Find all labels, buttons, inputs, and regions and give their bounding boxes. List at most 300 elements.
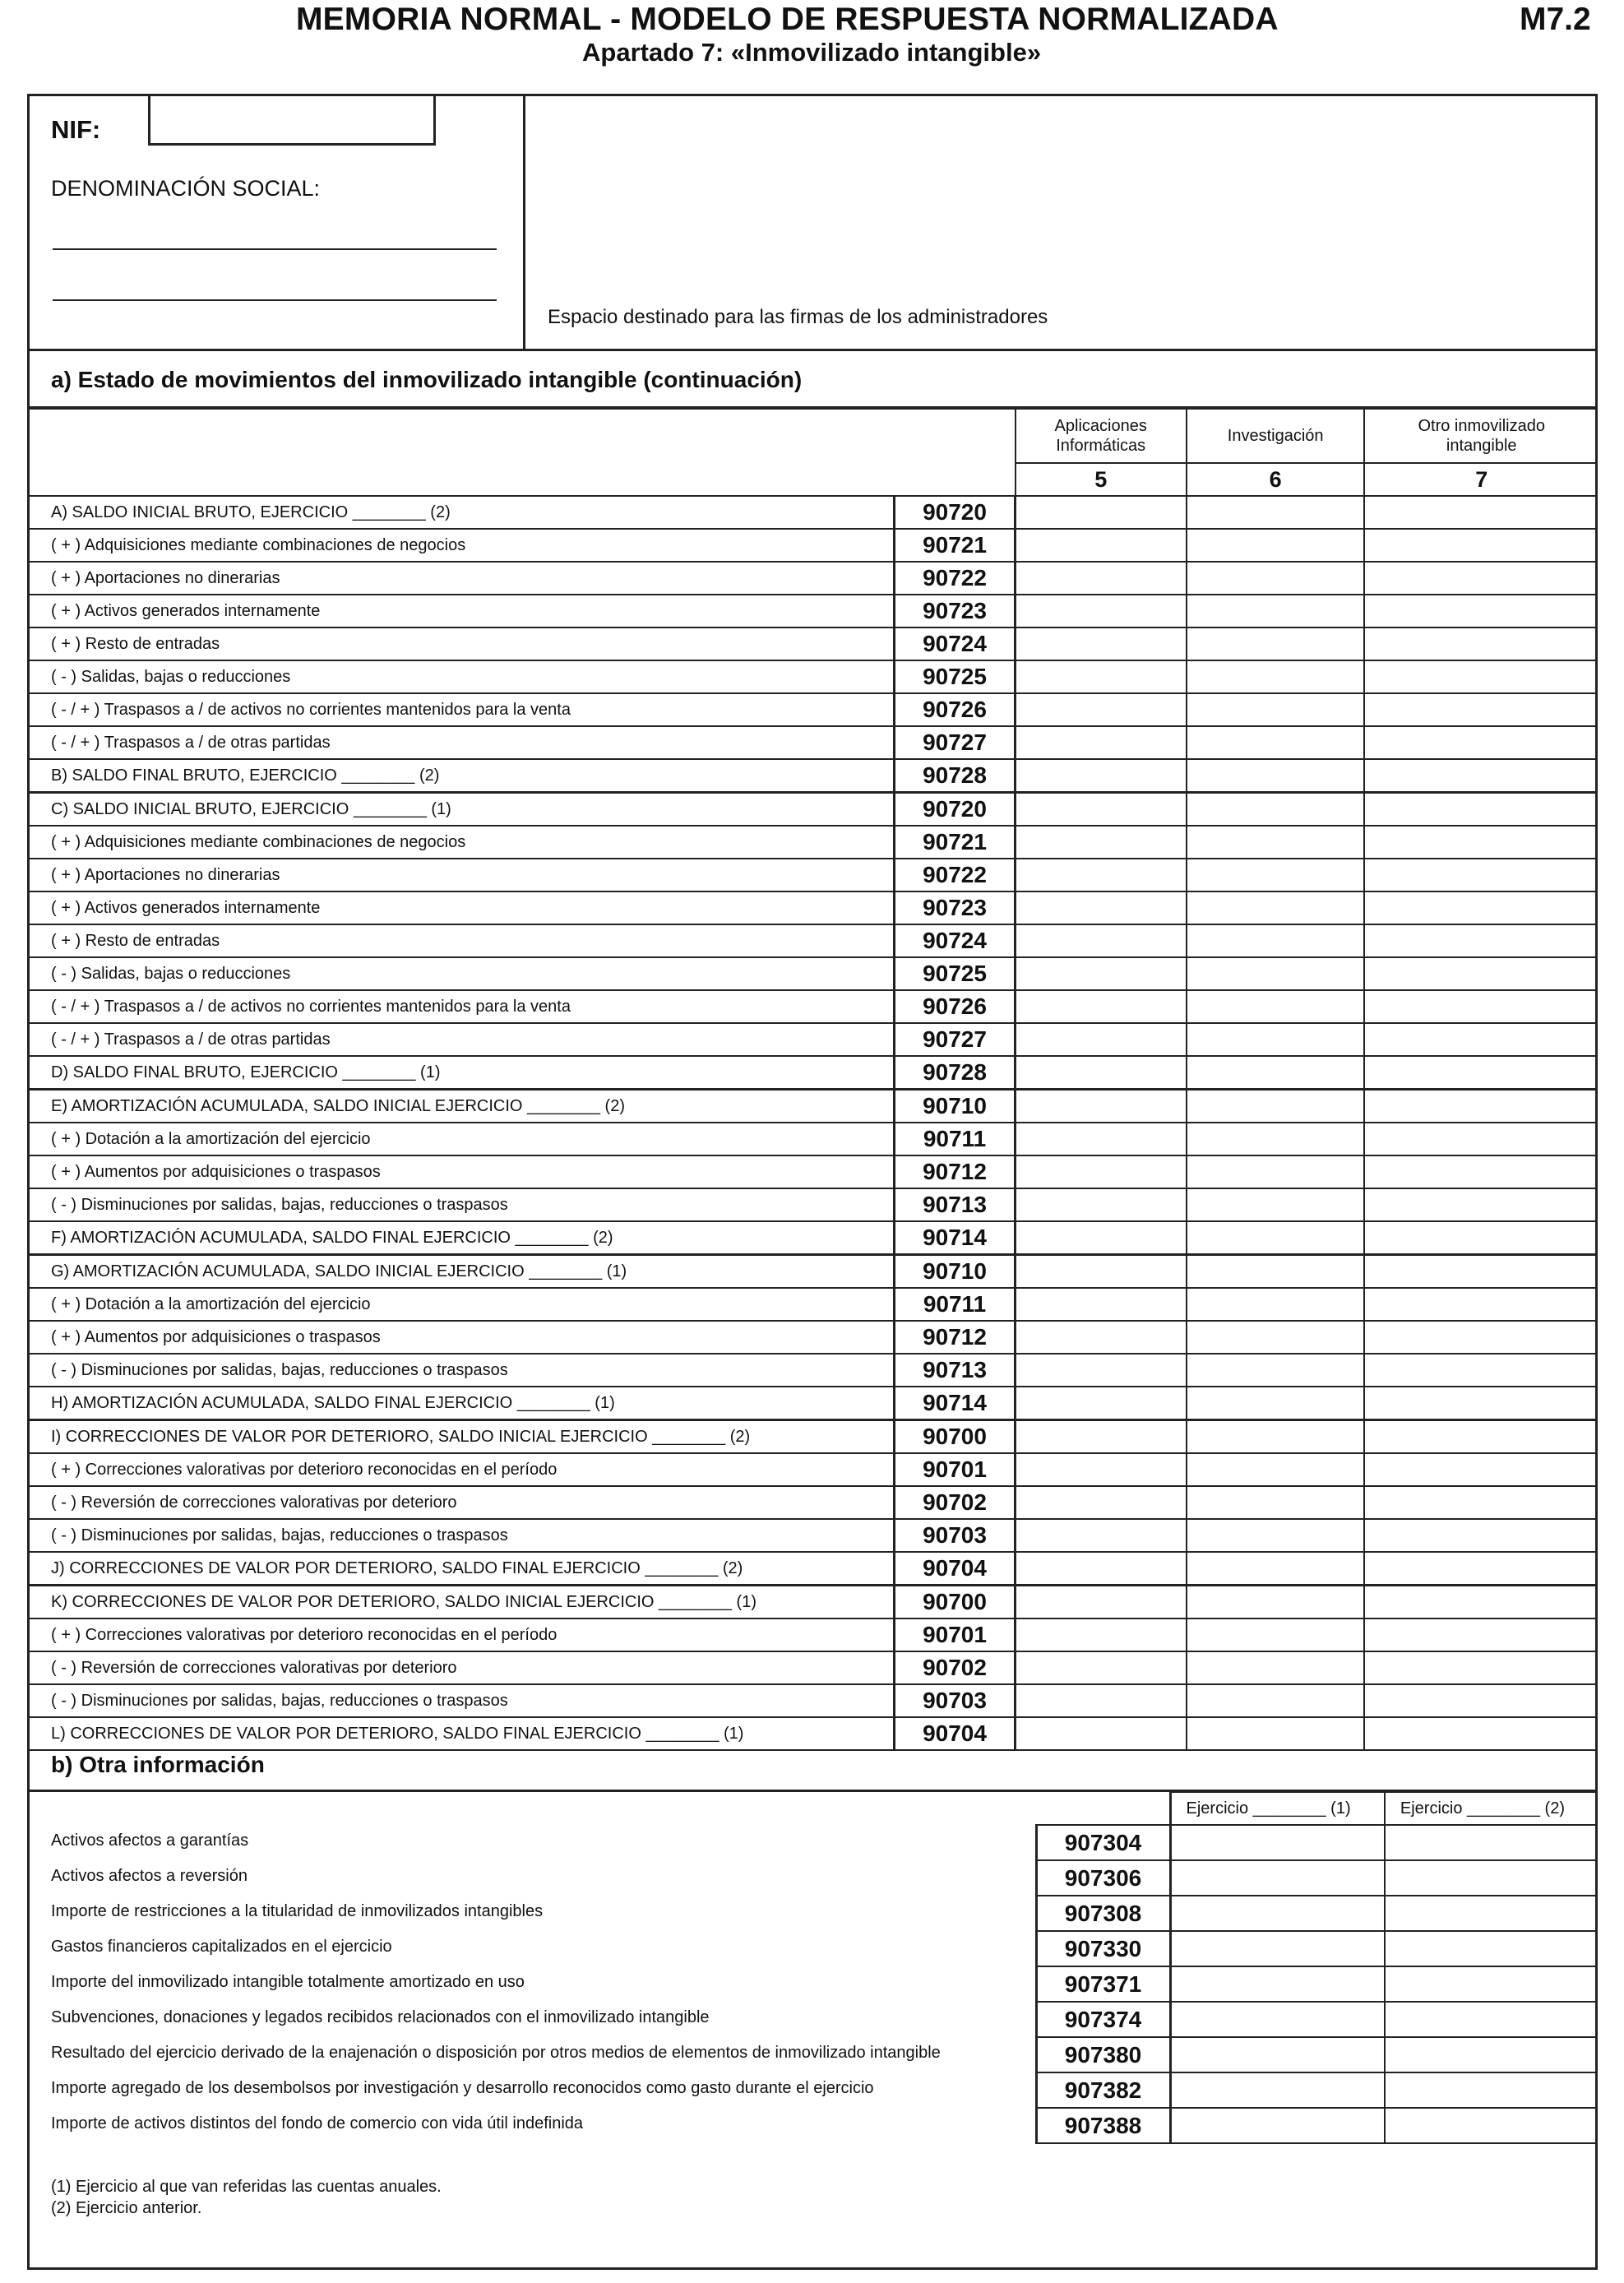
value-cell-col-5[interactable] [1016, 1056, 1187, 1090]
movement-label: ( + ) Correcciones valorativas por deterioro reconocidas en el período [30, 1618, 895, 1651]
movement-label: ( + ) Resto de entradas [30, 627, 895, 660]
value-cell-col-6[interactable] [1187, 1618, 1365, 1651]
exercise-value-cell-1[interactable] [1170, 1896, 1385, 1931]
movement-label: ( - ) Salidas, bajas o reducciones [30, 660, 895, 693]
value-cell-col-5[interactable] [1016, 990, 1187, 1023]
other-info-code: 907382 [1036, 2072, 1170, 2108]
exercise-value-cell-1[interactable] [1170, 1860, 1385, 1896]
movement-code: 90721 [895, 529, 1016, 562]
exercise-value-cell-2[interactable] [1385, 2037, 1598, 2072]
movement-row [30, 595, 1598, 627]
movement-code: 90712 [895, 1155, 1016, 1188]
value-cell-col-6[interactable] [1187, 529, 1365, 562]
movement-code: 90713 [895, 1354, 1016, 1387]
value-cell-col-6[interactable] [1187, 924, 1365, 957]
value-cell-col-6[interactable] [1187, 1486, 1365, 1519]
movement-label: ( + ) Activos generados internamente [30, 595, 895, 627]
value-cell-col-6[interactable] [1187, 759, 1365, 793]
value-cell-col-7[interactable] [1364, 1123, 1598, 1155]
exercise-value-cell-2[interactable] [1385, 1931, 1598, 1966]
movement-code: 90723 [895, 891, 1016, 924]
movement-code: 90728 [895, 1056, 1016, 1090]
value-cell-col-5[interactable] [1016, 859, 1187, 891]
other-header-blank [30, 1792, 1036, 1825]
value-cell-col-5[interactable] [1016, 562, 1187, 595]
movement-row [30, 1453, 1598, 1486]
footnote-1: (1) Ejercicio al que van referidas las cuentas anuales. [51, 2178, 442, 2196]
movement-row [30, 924, 1598, 957]
movement-label: K) CORRECCIONES DE VALOR POR DETERIORO, SALDO INICIAL EJERCICIO ________ (1) [30, 1586, 895, 1619]
movement-row [30, 957, 1598, 990]
value-cell-col-6[interactable] [1187, 1684, 1365, 1717]
value-cell-col-6[interactable] [1187, 496, 1365, 529]
movement-row [30, 1155, 1598, 1188]
movement-label: F) AMORTIZACIÓN ACUMULADA, SALDO FINAL EJERCICIO ________ (2) [30, 1221, 895, 1255]
value-cell-col-5[interactable] [1016, 1023, 1187, 1056]
form-title: MEMORIA NORMAL - MODELO DE RESPUESTA NORMALIZADA [296, 2, 1279, 37]
movement-code: 90703 [895, 1684, 1016, 1717]
movement-label: ( + ) Correcciones valorativas por deterioro reconocidas en el período [30, 1453, 895, 1486]
header-divider [523, 94, 525, 350]
value-cell-col-7[interactable] [1364, 1288, 1598, 1321]
other-info-row [30, 1860, 1598, 1896]
exercise-value-cell-2[interactable] [1385, 2002, 1598, 2037]
value-cell-col-7[interactable] [1364, 1321, 1598, 1354]
movement-code: 90723 [895, 595, 1016, 627]
value-cell-col-7[interactable] [1364, 1354, 1598, 1387]
value-cell-col-7[interactable] [1364, 660, 1598, 693]
value-cell-col-7[interactable] [1364, 1387, 1598, 1420]
movement-row [30, 759, 1598, 793]
movement-label: ( + ) Dotación a la amortización del ejercicio [30, 1123, 895, 1155]
value-cell-col-7[interactable] [1364, 1552, 1598, 1586]
movement-label: B) SALDO FINAL BRUTO, EJERCICIO ________ (2) [30, 759, 895, 793]
value-cell-col-5[interactable] [1016, 1123, 1187, 1155]
form-subtitle: Apartado 7: «Inmovilizado intangible» [582, 38, 1042, 67]
movement-code: 90721 [895, 826, 1016, 859]
exercise-value-cell-2[interactable] [1385, 1966, 1598, 2002]
other-info-table [30, 1791, 1598, 2144]
movement-label: ( - ) Disminuciones por salidas, bajas, reducciones o traspasos [30, 1188, 895, 1221]
section-b-title: b) Otra información [51, 1752, 265, 1777]
movement-row [30, 1321, 1598, 1354]
value-cell-col-7[interactable] [1364, 924, 1598, 957]
movement-code: 90720 [895, 496, 1016, 529]
value-cell-col-6[interactable] [1187, 693, 1365, 726]
value-cell-col-5[interactable] [1016, 1586, 1187, 1619]
value-cell-col-6[interactable] [1187, 1354, 1365, 1387]
movement-row [30, 1618, 1598, 1651]
movement-label: D) SALDO FINAL BRUTO, EJERCICIO ________ (1) [30, 1056, 895, 1090]
value-cell-col-5[interactable] [1016, 529, 1187, 562]
value-cell-col-6[interactable] [1187, 1519, 1365, 1552]
movement-code: 90701 [895, 1453, 1016, 1486]
value-cell-col-5[interactable] [1016, 1155, 1187, 1188]
value-cell-col-6[interactable] [1187, 1288, 1365, 1321]
movement-row [30, 1354, 1598, 1387]
movement-label: ( + ) Aportaciones no dinerarias [30, 562, 895, 595]
movement-label: ( - ) Salidas, bajas o reducciones [30, 957, 895, 990]
company-name-line-2[interactable] [53, 299, 497, 301]
value-cell-col-6[interactable] [1187, 1651, 1365, 1684]
value-cell-col-5[interactable] [1016, 1420, 1187, 1454]
value-cell-col-7[interactable] [1364, 1486, 1598, 1519]
movement-label: ( + ) Adquisiciones mediante combinaciones de negocios [30, 529, 895, 562]
company-name-label: DENOMINACIÓN SOCIAL: [51, 176, 321, 201]
value-cell-col-7[interactable] [1364, 990, 1598, 1023]
movement-row [30, 1123, 1598, 1155]
movement-label: ( + ) Aumentos por adquisiciones o traspasos [30, 1321, 895, 1354]
movement-code: 90727 [895, 1023, 1016, 1056]
movement-row [30, 1090, 1598, 1123]
movement-code: 90720 [895, 793, 1016, 827]
movement-row [30, 529, 1598, 562]
movement-row [30, 1519, 1598, 1552]
value-cell-col-5[interactable] [1016, 759, 1187, 793]
value-cell-col-6[interactable] [1187, 1586, 1365, 1619]
other-info-row [30, 1966, 1598, 2002]
value-cell-col-5[interactable] [1016, 1486, 1187, 1519]
other-info-code: 907380 [1036, 2037, 1170, 2072]
value-cell-col-6[interactable] [1187, 1221, 1365, 1255]
movement-row [30, 1717, 1598, 1750]
movement-code: 90714 [895, 1221, 1016, 1255]
movement-code: 90724 [895, 627, 1016, 660]
value-cell-col-5[interactable] [1016, 1552, 1187, 1586]
other-header-blank-code [1036, 1792, 1170, 1825]
movement-code: 90722 [895, 562, 1016, 595]
value-cell-col-6[interactable] [1187, 726, 1365, 759]
exercise-value-cell-2[interactable] [1385, 2108, 1598, 2143]
movement-label: ( - / + ) Traspasos a / de otras partidas [30, 1023, 895, 1056]
movement-code: 90725 [895, 660, 1016, 693]
value-cell-col-6[interactable] [1187, 859, 1365, 891]
other-info-row [30, 1931, 1598, 1966]
movement-label: ( + ) Adquisiciones mediante combinaciones de negocios [30, 826, 895, 859]
value-cell-col-7[interactable] [1364, 1221, 1598, 1255]
movement-row [30, 1651, 1598, 1684]
exercise-value-cell-1[interactable] [1170, 2037, 1385, 2072]
movement-row [30, 1552, 1598, 1586]
value-cell-col-6[interactable] [1187, 1255, 1365, 1289]
value-cell-col-5[interactable] [1016, 660, 1187, 693]
other-info-row [30, 2072, 1598, 2108]
value-cell-col-7[interactable] [1364, 1188, 1598, 1221]
movement-label: ( - ) Reversión de correcciones valorativas por deterioro [30, 1651, 895, 1684]
column-header-6: Investigación [1187, 409, 1365, 463]
value-cell-col-7[interactable] [1364, 891, 1598, 924]
value-cell-col-6[interactable] [1187, 1090, 1365, 1123]
header-bottom-rule [27, 349, 1598, 351]
value-cell-col-7[interactable] [1364, 1717, 1598, 1750]
movement-label: G) AMORTIZACIÓN ACUMULADA, SALDO INICIAL EJERCICIO ________ (1) [30, 1255, 895, 1289]
column-number-5: 5 [1016, 463, 1187, 496]
value-cell-col-6[interactable] [1187, 826, 1365, 859]
value-cell-col-5[interactable] [1016, 693, 1187, 726]
value-cell-col-6[interactable] [1187, 1717, 1365, 1750]
value-cell-col-7[interactable] [1364, 957, 1598, 990]
movement-code: 90702 [895, 1651, 1016, 1684]
other-info-row [30, 2002, 1598, 2037]
other-info-row [30, 2108, 1598, 2143]
movement-label: I) CORRECCIONES DE VALOR POR DETERIORO, SALDO INICIAL EJERCICIO ________ (2) [30, 1420, 895, 1454]
exercise-value-cell-2[interactable] [1385, 1860, 1598, 1896]
movement-code: 90711 [895, 1123, 1016, 1155]
movement-code: 90704 [895, 1717, 1016, 1750]
exercise-value-cell-1[interactable] [1170, 1931, 1385, 1966]
exercise-value-cell-1[interactable] [1170, 2002, 1385, 2037]
exercise-column-1: Ejercicio ________ (1) [1170, 1792, 1385, 1825]
movement-code: 90700 [895, 1420, 1016, 1454]
movement-label: E) AMORTIZACIÓN ACUMULADA, SALDO INICIAL EJERCICIO ________ (2) [30, 1090, 895, 1123]
value-cell-col-5[interactable] [1016, 1519, 1187, 1552]
exercise-value-cell-2[interactable] [1385, 1896, 1598, 1931]
movement-label: ( - ) Disminuciones por salidas, bajas, reducciones o traspasos [30, 1519, 895, 1552]
value-cell-col-6[interactable] [1187, 562, 1365, 595]
value-cell-col-7[interactable] [1364, 793, 1598, 827]
value-cell-col-7[interactable] [1364, 496, 1598, 529]
value-cell-col-6[interactable] [1187, 1123, 1365, 1155]
movement-label: ( - / + ) Traspasos a / de otras partidas [30, 726, 895, 759]
value-cell-col-6[interactable] [1187, 1420, 1365, 1454]
exercise-value-cell-1[interactable] [1170, 1966, 1385, 2002]
movement-code: 90728 [895, 759, 1016, 793]
value-cell-col-7[interactable] [1364, 1090, 1598, 1123]
movement-code: 90714 [895, 1387, 1016, 1420]
movement-code: 90700 [895, 1586, 1016, 1619]
value-cell-col-5[interactable] [1016, 1354, 1187, 1387]
movement-code: 90702 [895, 1486, 1016, 1519]
value-cell-col-5[interactable] [1016, 1255, 1187, 1289]
movement-row [30, 562, 1598, 595]
value-cell-col-5[interactable] [1016, 957, 1187, 990]
movement-label: H) AMORTIZACIÓN ACUMULADA, SALDO FINAL EJERCICIO ________ (1) [30, 1387, 895, 1420]
movement-label: ( - ) Disminuciones por salidas, bajas, reducciones o traspasos [30, 1684, 895, 1717]
signature-caption: Espacio destinado para las firmas de los administradores [548, 306, 1048, 328]
value-cell-col-7[interactable] [1364, 1651, 1598, 1684]
other-info-label: Importe del inmovilizado intangible totalmente amortizado en uso [51, 1973, 525, 1991]
movement-row [30, 1486, 1598, 1519]
column-number-7: 7 [1364, 463, 1598, 496]
value-cell-col-7[interactable] [1364, 1618, 1598, 1651]
movement-label: ( - ) Disminuciones por salidas, bajas, reducciones o traspasos [30, 1354, 895, 1387]
movement-row [30, 496, 1598, 529]
movement-label: ( - ) Reversión de correcciones valorativas por deterioro [30, 1486, 895, 1519]
movement-label: C) SALDO INICIAL BRUTO, EJERCICIO ________ (1) [30, 793, 895, 827]
movement-row [30, 1255, 1598, 1289]
other-info-label: Activos afectos a garantías [51, 1831, 249, 1850]
value-cell-col-6[interactable] [1187, 1155, 1365, 1188]
value-cell-col-5[interactable] [1016, 1387, 1187, 1420]
movement-code: 90727 [895, 726, 1016, 759]
exercise-value-cell-1[interactable] [1170, 1825, 1385, 1860]
value-cell-col-6[interactable] [1187, 891, 1365, 924]
movement-row [30, 1387, 1598, 1420]
value-cell-col-7[interactable] [1364, 693, 1598, 726]
value-cell-col-7[interactable] [1364, 1453, 1598, 1486]
value-cell-col-7[interactable] [1364, 726, 1598, 759]
movement-row [30, 1221, 1598, 1255]
movement-code: 90712 [895, 1321, 1016, 1354]
exercise-value-cell-2[interactable] [1385, 1825, 1598, 1860]
movement-row [30, 1188, 1598, 1221]
other-info-code: 907374 [1036, 2002, 1170, 2037]
movements-table [30, 408, 1598, 1751]
movement-label: ( - / + ) Traspasos a / de activos no corrientes mantenidos para la venta [30, 693, 895, 726]
value-cell-col-7[interactable] [1364, 859, 1598, 891]
movement-code: 90701 [895, 1618, 1016, 1651]
movement-row [30, 1288, 1598, 1321]
other-info-label: Importe de activos distintos del fondo de comercio con vida útil indefinida [51, 2114, 584, 2132]
movement-code: 90713 [895, 1188, 1016, 1221]
movement-row [30, 1023, 1598, 1056]
movement-code: 90725 [895, 957, 1016, 990]
movement-label: ( + ) Resto de entradas [30, 924, 895, 957]
value-cell-col-7[interactable] [1364, 1255, 1598, 1289]
movement-row [30, 826, 1598, 859]
exercise-value-cell-2[interactable] [1385, 2072, 1598, 2108]
value-cell-col-6[interactable] [1187, 957, 1365, 990]
movement-row [30, 859, 1598, 891]
other-info-code: 907330 [1036, 1931, 1170, 1966]
value-cell-col-5[interactable] [1016, 595, 1187, 627]
value-cell-col-6[interactable] [1187, 627, 1365, 660]
movement-code: 90722 [895, 859, 1016, 891]
other-info-label: Activos afectos a reversión [51, 1867, 248, 1885]
value-cell-col-6[interactable] [1187, 990, 1365, 1023]
value-cell-col-7[interactable] [1364, 562, 1598, 595]
movement-code: 90726 [895, 990, 1016, 1023]
value-cell-col-6[interactable] [1187, 793, 1365, 827]
value-cell-col-6[interactable] [1187, 1188, 1365, 1221]
value-cell-col-7[interactable] [1364, 826, 1598, 859]
movement-label: L) CORRECCIONES DE VALOR POR DETERIORO, SALDO FINAL EJERCICIO ________ (1) [30, 1717, 895, 1750]
value-cell-col-6[interactable] [1187, 1023, 1365, 1056]
value-cell-col-6[interactable] [1187, 660, 1365, 693]
value-cell-col-5[interactable] [1016, 891, 1187, 924]
value-cell-col-7[interactable] [1364, 759, 1598, 793]
movement-code: 90710 [895, 1090, 1016, 1123]
other-info-code: 907388 [1036, 2108, 1170, 2143]
value-cell-col-7[interactable] [1364, 627, 1598, 660]
value-cell-col-6[interactable] [1187, 1387, 1365, 1420]
value-cell-col-5[interactable] [1016, 924, 1187, 957]
value-cell-col-7[interactable] [1364, 1684, 1598, 1717]
movement-code: 90726 [895, 693, 1016, 726]
other-info-label: Resultado del ejercicio derivado de la enajenación o disposición por otros medios de elementos de inmovilizado intangible [51, 2044, 941, 2062]
value-cell-col-5[interactable] [1016, 1684, 1187, 1717]
movement-code: 90711 [895, 1288, 1016, 1321]
value-cell-col-7[interactable] [1364, 1420, 1598, 1454]
movement-label: J) CORRECCIONES DE VALOR POR DETERIORO, SALDO FINAL EJERCICIO ________ (2) [30, 1552, 895, 1586]
other-info-label: Gastos financieros capitalizados en el ejercicio [51, 1938, 392, 1956]
other-info-code: 907306 [1036, 1860, 1170, 1896]
movement-row [30, 627, 1598, 660]
value-cell-col-7[interactable] [1364, 1155, 1598, 1188]
value-cell-col-7[interactable] [1364, 1023, 1598, 1056]
movement-row [30, 660, 1598, 693]
value-cell-col-6[interactable] [1187, 1552, 1365, 1586]
movement-code: 90710 [895, 1255, 1016, 1289]
movement-label: A) SALDO INICIAL BRUTO, EJERCICIO ________ (2) [30, 496, 895, 529]
value-cell-col-5[interactable] [1016, 1618, 1187, 1651]
form-code: M7.2 [1520, 2, 1591, 37]
value-cell-col-5[interactable] [1016, 793, 1187, 827]
value-cell-col-5[interactable] [1016, 627, 1187, 660]
value-cell-col-5[interactable] [1016, 1090, 1187, 1123]
value-cell-col-6[interactable] [1187, 1321, 1365, 1354]
nif-field[interactable] [148, 95, 436, 146]
movement-row [30, 1056, 1598, 1090]
value-cell-col-6[interactable] [1187, 1453, 1365, 1486]
value-cell-col-5[interactable] [1016, 1221, 1187, 1255]
value-cell-col-7[interactable] [1364, 529, 1598, 562]
exercise-value-cell-1[interactable] [1170, 2072, 1385, 2108]
value-cell-col-5[interactable] [1016, 1188, 1187, 1221]
value-cell-col-5[interactable] [1016, 1717, 1187, 1750]
value-cell-col-7[interactable] [1364, 1586, 1598, 1619]
value-cell-col-5[interactable] [1016, 496, 1187, 529]
movement-code: 90703 [895, 1519, 1016, 1552]
exercise-column-2: Ejercicio ________ (2) [1385, 1792, 1598, 1825]
value-cell-col-7[interactable] [1364, 1519, 1598, 1552]
movement-row [30, 990, 1598, 1023]
movement-row [30, 1684, 1598, 1717]
movement-row [30, 793, 1598, 827]
section-a-title: a) Estado de movimientos del inmovilizado intangible (continuación) [51, 367, 803, 392]
value-cell-col-5[interactable] [1016, 826, 1187, 859]
other-info-code: 907308 [1036, 1896, 1170, 1931]
footnotes [51, 2176, 442, 2219]
column-header-5: Aplicaciones Informáticas [1016, 409, 1187, 463]
exercise-value-cell-1[interactable] [1170, 2108, 1385, 2143]
movement-row [30, 1420, 1598, 1454]
other-info-row [30, 1896, 1598, 1931]
movement-label: ( + ) Dotación a la amortización del ejercicio [30, 1288, 895, 1321]
value-cell-col-7[interactable] [1364, 1056, 1598, 1090]
movement-code: 90724 [895, 924, 1016, 957]
other-info-label: Subvenciones, donaciones y legados recibidos relacionados con el inmovilizado intangible [51, 2008, 710, 2026]
movement-row [30, 693, 1598, 726]
value-cell-col-7[interactable] [1364, 595, 1598, 627]
value-cell-col-6[interactable] [1187, 1056, 1365, 1090]
other-info-label: Importe de restricciones a la titularidad de inmovilizados intangibles [51, 1902, 544, 1920]
other-info-code: 907304 [1036, 1825, 1170, 1860]
movement-label: ( + ) Aumentos por adquisiciones o traspasos [30, 1155, 895, 1188]
value-cell-col-6[interactable] [1187, 595, 1365, 627]
column-header-7: Otro inmovilizado intangible [1364, 409, 1598, 463]
column-number-6: 6 [1187, 463, 1365, 496]
movement-row [30, 726, 1598, 759]
other-info-code: 907371 [1036, 1966, 1170, 2002]
other-info-row [30, 2037, 1598, 2072]
value-cell-col-5[interactable] [1016, 1288, 1187, 1321]
footnote-2: (2) Ejercicio anterior. [51, 2199, 202, 2217]
movement-label: ( + ) Activos generados internamente [30, 891, 895, 924]
value-cell-col-5[interactable] [1016, 1321, 1187, 1354]
other-info-label: Importe agregado de los desembolsos por investigación y desarrollo reconocidos como gasto durante el ejercicio [51, 2079, 874, 2097]
movement-code: 90704 [895, 1552, 1016, 1586]
value-cell-col-5[interactable] [1016, 726, 1187, 759]
movement-label: ( + ) Aportaciones no dinerarias [30, 859, 895, 891]
company-name-line-1[interactable] [53, 248, 497, 250]
header-blank-cell [30, 409, 1016, 496]
other-info-row [30, 1825, 1598, 1860]
movement-row [30, 1586, 1598, 1619]
nif-label: NIF: [51, 115, 101, 144]
value-cell-col-5[interactable] [1016, 1651, 1187, 1684]
value-cell-col-5[interactable] [1016, 1453, 1187, 1486]
